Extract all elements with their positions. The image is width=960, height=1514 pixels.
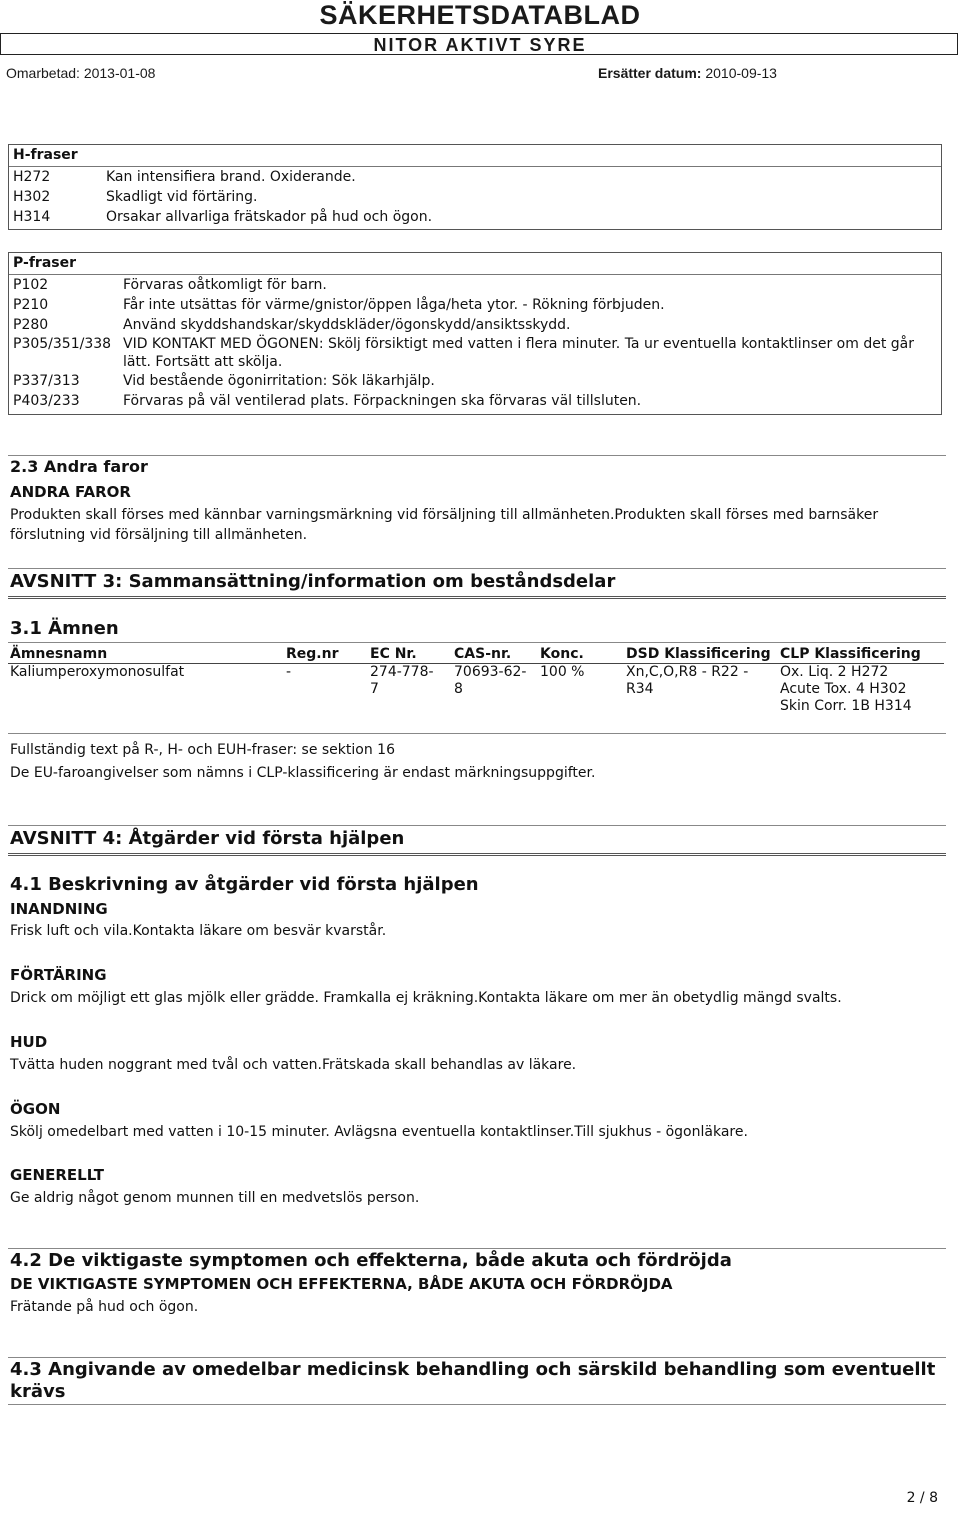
divider — [8, 733, 946, 734]
p-phrase-text: Använd skyddshandskar/skyddskläder/ögonskydd/ansiktsskydd. — [123, 317, 571, 333]
revised-info — [6, 64, 155, 82]
divider — [8, 596, 946, 599]
p-phrase-code: P403/233 — [13, 393, 80, 409]
p-phrase-text: Förvaras oåtkomligt för barn. — [123, 277, 327, 293]
p-phrases-heading: P-fraser — [9, 253, 941, 275]
section-3-note: Fullständig text på R-, H- och EUH-fraser: se sektion 16 — [10, 742, 395, 758]
h-phrase-code: H302 — [13, 189, 51, 205]
cell-clp — [778, 664, 944, 716]
divider — [8, 455, 946, 456]
section-4-heading: AVSNITT 4: Åtgärder vid första hjälpen — [10, 828, 405, 849]
section-3-note: De EU-faroangivelser som nämns i CLP-klassificering är endast märkningsuppgifter. — [10, 765, 596, 781]
ec-number: 274-778-7 — [370, 664, 434, 697]
table-header-row — [8, 644, 944, 664]
p-phrases-box — [8, 252, 942, 415]
divider — [8, 853, 946, 856]
table-row — [8, 664, 944, 716]
h-phrase-text: Orsakar allvarliga frätskador på hud och ögon. — [106, 209, 433, 225]
section-4-2-heading: 4.2 De viktigaste symptomen och effekterna, både akuta och fördröjda — [10, 1250, 732, 1271]
p-phrase-row — [9, 275, 941, 295]
h-phrase-code: H314 — [13, 209, 51, 225]
page-number: 2 / 8 — [906, 1490, 938, 1506]
cell-cas — [452, 664, 538, 716]
h-phrase-text: Skadligt vid förtäring. — [106, 189, 258, 205]
column-header: CLP Klassificering — [778, 644, 944, 664]
document-title: SÄKERHETSDATABLAD — [319, 0, 641, 30]
section-3-heading: AVSNITT 3: Sammansättning/information om beståndsdelar — [10, 571, 616, 592]
revised-date: 2013-01-08 — [83, 65, 156, 81]
section-2-3-subheading: ANDRA FAROR — [10, 483, 131, 501]
column-header: Reg.nr — [284, 644, 368, 664]
divider — [8, 568, 946, 569]
clp-class: Ox. Liq. 2 H272 Acute Tox. 4 H302 Skin Corr. 1B H314 — [780, 664, 912, 714]
section-4-2-caps: DE VIKTIGASTE SYMPTOMEN OCH EFFEKTERNA, BÅDE AKUTA OCH FÖRDRÖJDA — [10, 1275, 673, 1293]
section-4-3-heading: 4.3 Angivande av omedelbar medicinsk behandling och särskild behandling som eventuellt krävs — [10, 1359, 936, 1402]
first-aid-label: INANDNING — [10, 900, 108, 918]
cell-name: Kaliumperoxymonosulfat — [10, 664, 185, 680]
p-phrase-text: Vid bestående ögonirritation: Sök läkarhjälp. — [123, 373, 435, 389]
dsd-class: Xn,C,O,R8 - R22 - R34 — [626, 664, 749, 697]
h-phrases-heading: H-fraser — [9, 145, 941, 167]
cell-conc: 100 % — [540, 664, 585, 680]
p-phrase-code: P280 — [13, 317, 49, 333]
p-phrase-row — [9, 391, 941, 411]
p-phrase-code: P337/313 — [13, 373, 80, 389]
p-phrase-row — [9, 371, 941, 391]
product-name: NITOR AKTIVT SYRE — [373, 35, 587, 55]
section-2-3-heading: 2.3 Andra faror — [10, 457, 148, 476]
p-phrase-row — [9, 295, 941, 315]
first-aid-label: HUD — [10, 1033, 48, 1051]
first-aid-text: Drick om möjligt ett glas mjölk eller grädde. Framkalla ej kräkning.Kontakta läkare om mer än obetydlig mängd svalts. — [10, 990, 842, 1006]
divider — [8, 642, 946, 643]
p-phrase-code: P210 — [13, 297, 49, 313]
first-aid-text: Skölj omedelbart med vatten i 10-15 minuter. Avlägsna eventuella kontaktlinser.Till sjukhus - ögonläkare. — [10, 1124, 748, 1140]
divider — [8, 1248, 946, 1249]
cell-dsd — [624, 664, 778, 716]
column-header: CAS-nr. — [452, 644, 538, 664]
column-header: Konc. — [538, 644, 624, 664]
column-header: EC Nr. — [368, 644, 452, 664]
replaces-label: Ersätter datum: — [598, 65, 702, 81]
divider — [8, 1357, 946, 1358]
h-phrase-text: Kan intensifiera brand. Oxiderande. — [106, 169, 356, 185]
revised-label: Omarbetad: — [6, 65, 80, 81]
section-2-3-text: Produkten skall förses med kännbar varningsmärkning vid försäljning till allmänheten.Produkten skall förses med barnsäker förslutning vid försäljning till allmänheten. — [10, 507, 879, 543]
first-aid-label: FÖRTÄRING — [10, 966, 107, 984]
h-phrases-box — [8, 144, 942, 230]
first-aid-label: ÖGON — [10, 1100, 61, 1118]
divider — [8, 825, 946, 826]
h-phrase-code: H272 — [13, 169, 51, 185]
p-phrase-code: P102 — [13, 277, 49, 293]
cas-number: 70693-62-8 — [454, 664, 527, 697]
p-phrase-text: Förvaras på väl ventilerad plats. Förpackningen ska förvaras väl tillsluten. — [123, 393, 642, 409]
first-aid-label: GENERELLT — [10, 1166, 105, 1184]
h-phrase-row — [9, 207, 941, 227]
first-aid-text: Tvätta huden noggrant med tvål och vatten.Frätskada skall behandlas av läkare. — [10, 1057, 577, 1073]
replaces-date: 2010-09-13 — [705, 65, 777, 81]
divider — [8, 1404, 946, 1405]
section-4-2-text: Frätande på hud och ögon. — [10, 1299, 199, 1315]
p-phrase-row — [9, 315, 941, 335]
first-aid-text: Frisk luft och vila.Kontakta läkare om besvär kvarstår. — [10, 923, 387, 939]
cell-ec — [368, 664, 452, 716]
replaces-info — [598, 64, 777, 82]
section-3-1-heading: 3.1 Ämnen — [10, 618, 119, 639]
column-header: DSD Klassificering — [624, 644, 778, 664]
column-header: Ämnesnamn — [8, 644, 284, 664]
p-phrase-text: Får inte utsättas för värme/gnistor/öppen låga/heta ytor. - Rökning förbjuden. — [123, 297, 665, 313]
cell-reg: - — [286, 664, 292, 680]
first-aid-text: Ge aldrig något genom munnen till en medvetslös person. — [10, 1190, 420, 1206]
p-phrase-code: P305/351/338 — [13, 336, 112, 352]
h-phrase-row — [9, 167, 941, 187]
h-phrase-row — [9, 187, 941, 207]
p-phrase-text: VID KONTAKT MED ÖGONEN: Skölj försiktigt med vatten i flera minuter. Ta ur eventuella kontaktlinser om det går lätt. Fortsätt att skölja. — [123, 336, 914, 370]
section-4-1-heading: 4.1 Beskrivning av åtgärder vid första hjälpen — [10, 874, 479, 895]
substance-table — [8, 644, 944, 715]
p-phrase-row — [9, 335, 941, 371]
